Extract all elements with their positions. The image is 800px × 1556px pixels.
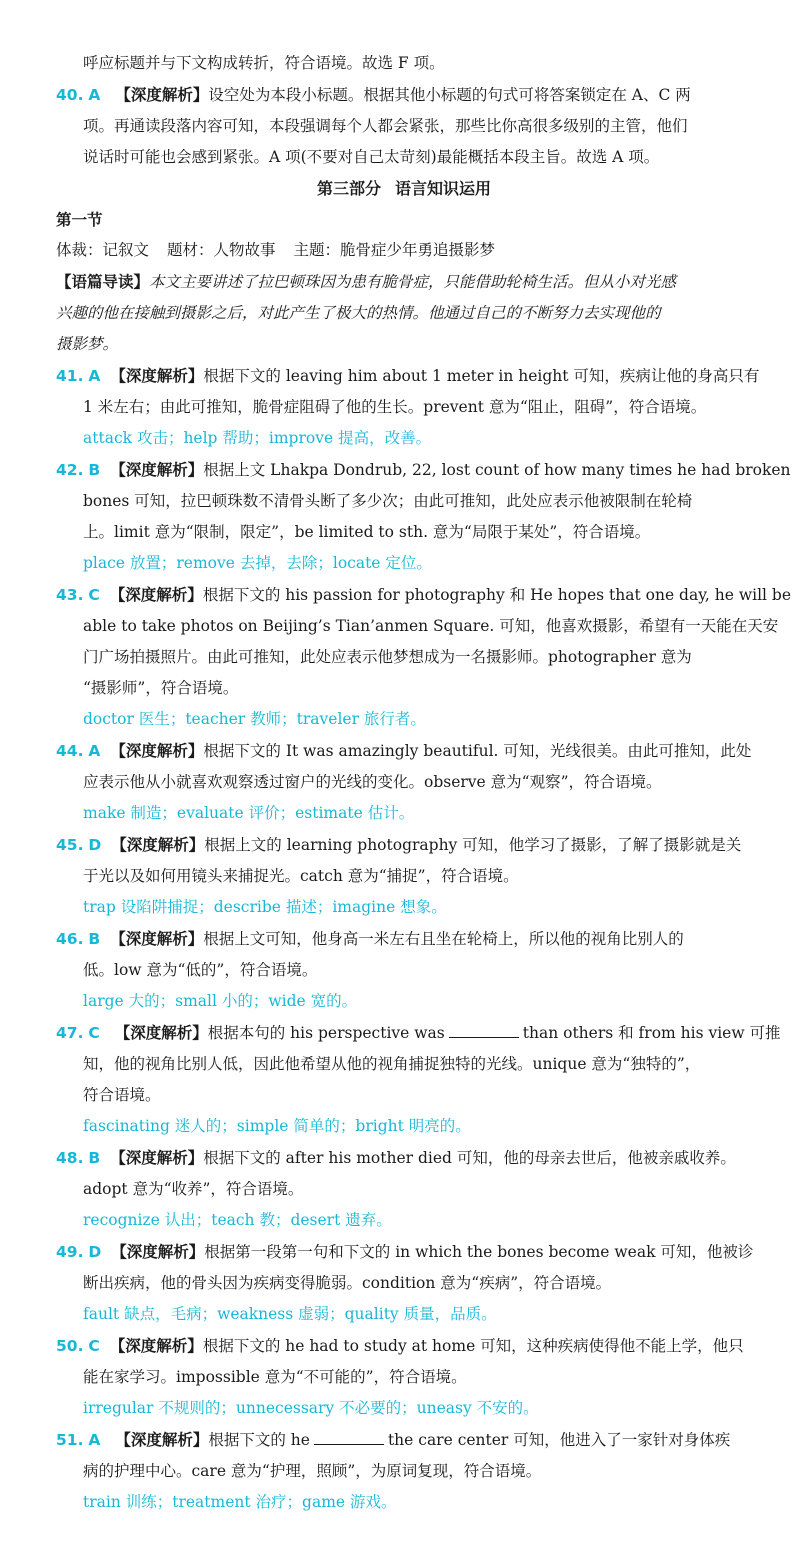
theme: 主题：脆骨症少年勇追摄影梦 <box>293 241 496 259</box>
analysis-text: able to take photos on Beijing’s Tian’anmen Square. 可知，他喜欢摄影，希望有一天能在天安 <box>83 617 779 635</box>
answer-letter: D <box>88 1243 102 1261</box>
analysis-text: 根据第一段第一句和下文的 in which the bones become weak 可知，他被诊 <box>204 1243 754 1261</box>
analysis-tag: 【深度解析】 <box>110 929 204 948</box>
question-40 <box>56 79 752 173</box>
answer-letter: C <box>88 586 100 604</box>
question-number: 46. <box>56 930 84 948</box>
analysis-text: bones 可知，拉巴顿珠数不清骨头断了多少次；由此可推知，此处应表示他被限制在轮椅 <box>83 492 693 510</box>
analysis-tag: 【深度解析】 <box>115 85 209 104</box>
question-number: 43. <box>56 586 84 604</box>
analysis-text: 应表示他从小就喜欢观察透过窗户的光线的变化。observe 意为“观察”，符合语境。 <box>83 773 662 791</box>
distractor-options: fault 缺点，毛病；weakness 虚弱；quality 质量，品质。 <box>83 1305 497 1323</box>
distractor-options: place 放置；remove 去掉，去除；locate 定位。 <box>83 554 432 572</box>
analysis-tag: 【深度解析】 <box>115 1430 209 1449</box>
analysis-text: 根据下文的 his passion for photography 和 He hopes that one day, he will be <box>202 586 792 604</box>
question-number: 49. <box>56 1243 84 1261</box>
answer-letter: A <box>88 1431 101 1449</box>
distractor-options: large 大的；small 小的；wide 宽的。 <box>83 992 358 1010</box>
analysis-text: 根据上文的 learning photography 可知，他学习了摄影，了解了摄影就是关 <box>204 836 742 854</box>
analysis-tag: 【深度解析】 <box>111 1242 205 1261</box>
distractor-options: fascinating 迷人的；simple 简单的；bright 明亮的。 <box>83 1117 471 1135</box>
analysis-text: 根据下文的 It was amazingly beautiful. 可知，光线很美。由此可推知，此处 <box>203 742 752 760</box>
analysis-text: adopt 意为“收养”，符合语境。 <box>83 1180 304 1198</box>
distractor-options: attack 攻击；help 帮助；improve 提高，改善。 <box>83 429 432 447</box>
fill-blank <box>449 1025 519 1038</box>
part-subtitle: 语言知识运用 <box>395 179 492 198</box>
analysis-tag: 【深度解析】 <box>110 1148 204 1167</box>
answer-letter: A <box>88 367 101 385</box>
question-item <box>56 923 752 1017</box>
analysis-text: 病的护理中心。care 意为“护理，照顾”，为原词复现，符合语境。 <box>83 1462 542 1480</box>
answer-letter: B <box>88 930 101 948</box>
answer-letter: C <box>88 1024 100 1042</box>
top-line: 呼应标题并与下文构成转折，符合语境。故选 F 项。 <box>83 54 445 72</box>
analysis-tag: 【深度解析】 <box>110 460 204 479</box>
question-number: 50. <box>56 1337 84 1355</box>
analysis-text: 低。low 意为“低的”，符合语境。 <box>83 961 318 979</box>
analysis-text: 根据下文的 leaving him about 1 meter in height 可知，疾病让他的身高只有 <box>203 367 760 385</box>
analysis-text: 根据下文的 he <box>208 1431 310 1449</box>
question-number: 48. <box>56 1149 84 1167</box>
intro-text: 本文主要讲述了拉巴顿珠因为患有脆骨症，只能借助轮椅生活。但从小对光感 <box>149 273 677 291</box>
fill-blank <box>314 1432 384 1445</box>
analysis-text: 于光以及如何用镜头来捕捉光。catch 意为“捕捉”，符合语境。 <box>83 867 519 885</box>
analysis-text: “摄影师”，符合语境。 <box>83 679 239 697</box>
intro-tag: 【语篇导读】 <box>56 272 150 291</box>
analysis-text: 根据本句的 his perspective was <box>207 1024 445 1042</box>
question-item <box>56 829 752 923</box>
analysis-text: 项。再通读段落内容可知，本段强调每个人都会紧张，那些比你高很多级别的主管，他们 <box>83 117 688 135</box>
answer-letter: D <box>88 836 102 854</box>
question-list <box>56 360 792 1017</box>
question-number: 44. <box>56 742 84 760</box>
analysis-text: 说话时可能也会感到紧张。A 项(不要对自己太苛刻)最能概括本段主旨。故选 A 项。 <box>83 148 660 166</box>
question-number: 47. <box>56 1024 84 1042</box>
question-item <box>56 1142 752 1236</box>
question-number: 42. <box>56 461 84 479</box>
analysis-tag: 【深度解析】 <box>110 741 204 760</box>
intro-text: 摄影梦。 <box>56 335 119 353</box>
answer-letter: B <box>88 1149 101 1167</box>
analysis-text: 根据上文 Lhakpa Dondrub, 22, lost count of how many times he had broken <box>203 461 791 479</box>
question-item <box>56 1236 752 1330</box>
distractor-options: irregular 不规则的；unnecessary 不必要的；uneasy 不安的。 <box>83 1399 539 1417</box>
answer-letter: B <box>88 461 101 479</box>
genre: 体裁：记叙文 <box>56 241 150 259</box>
analysis-text: 符合语境。 <box>83 1086 161 1104</box>
intro-text: 兴趣的他在接触到摄影之后，对此产生了极大的热情。他通过自己的不断努力去实现他的 <box>56 304 661 322</box>
analysis-tag: 【深度解析】 <box>109 1336 203 1355</box>
answer-letter: C <box>88 1337 100 1355</box>
distractor-options: trap 设陷阱捕捉；describe 描述；imagine 想象。 <box>83 898 447 916</box>
analysis-text: 根据下文的 he had to study at home 可知，这种疾病使得他不能上学，他只 <box>202 1337 744 1355</box>
distractor-options: recognize 认出；teach 教；desert 遗弃。 <box>83 1211 392 1229</box>
section-heading: 第一节 <box>56 210 103 229</box>
question-item <box>56 735 752 829</box>
question-number: 40. <box>56 86 84 104</box>
distractor-options: make 制造；evaluate 评价；estimate 估计。 <box>83 804 415 822</box>
passage-intro <box>56 266 752 360</box>
analysis-tag: 【深度解析】 <box>110 366 204 385</box>
analysis-tag: 【深度解析】 <box>114 1023 208 1042</box>
section-title <box>56 173 752 204</box>
analysis-text: 能在家学习。impossible 意为“不可能的”，符合语境。 <box>83 1368 467 1386</box>
question-item <box>56 579 792 735</box>
question-number: 45. <box>56 836 84 854</box>
analysis-text: 设空处为本段小标题。根据其他小标题的句式可将答案锁定在 A、C 两 <box>208 86 691 104</box>
analysis-text: 根据上文可知，他身高一米左右且坐在轮椅上，所以他的视角比别人的 <box>203 930 684 948</box>
answer-letter: A <box>88 86 101 104</box>
question-item <box>56 1330 752 1424</box>
analysis-text: 知，他的视角比别人低，因此他希望从他的视角捕捉独特的光线。unique 意为“独特的”， <box>83 1055 701 1073</box>
question-51 <box>56 1424 752 1518</box>
question-list <box>56 1142 752 1424</box>
analysis-text: 门广场拍摄照片。由此可推知，此处应表示他梦想成为一名摄影师。photographer 意为 <box>83 648 692 666</box>
topic: 题材：人物故事 <box>167 241 276 259</box>
question-number: 41. <box>56 367 84 385</box>
answer-letter: A <box>88 742 101 760</box>
analysis-tag: 【深度解析】 <box>111 835 205 854</box>
distractor-options: doctor 医生；teacher 教师；traveler 旅行者。 <box>83 710 426 728</box>
distractor-options: train 训练；treatment 治疗；game 游戏。 <box>83 1493 397 1511</box>
analysis-text: than others 和 from his view 可推 <box>522 1024 781 1042</box>
question-item <box>56 360 760 454</box>
question-number: 51. <box>56 1431 84 1449</box>
analysis-text: 上。limit 意为“限制，限定”，be limited to sth. 意为“局限于某处”，符合语境。 <box>83 523 651 541</box>
analysis-text: the care center 可知，他进入了一家针对身体疾 <box>387 1431 731 1449</box>
question-item <box>56 454 791 579</box>
analysis-text: 1 米左右；由此可推知，脆骨症阻碍了他的生长。prevent 意为“阻止，阻碍”，符合语境。 <box>83 398 707 416</box>
passage-meta <box>56 235 752 266</box>
analysis-text: 断出疾病，他的骨头因为疾病变得脆弱。condition 意为“疾病”，符合语境。 <box>83 1274 612 1292</box>
question-47 <box>56 1017 781 1142</box>
analysis-text: 根据下文的 after his mother died 可知，他的母亲去世后，他被亲戚收养。 <box>203 1149 736 1167</box>
analysis-tag: 【深度解析】 <box>109 585 203 604</box>
part-title: 第三部分 <box>316 179 381 198</box>
